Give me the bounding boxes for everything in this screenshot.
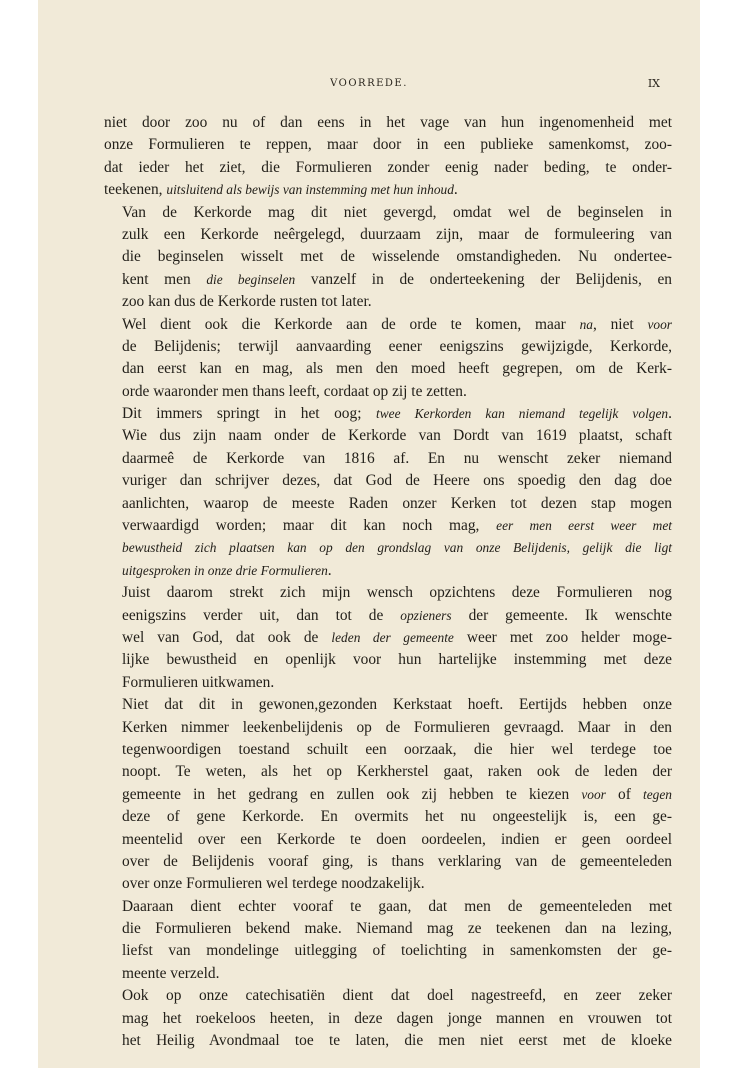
text-line [104,336,672,358]
text-line [104,381,672,403]
text-line [104,470,672,492]
text-run: dan eerst kan en mag, als men den moed heeft gegrepen, om de Kerk- [122,360,672,378]
paragraph [104,582,672,694]
text-run: vuriger dan schrijver dezes, dat God de Heere ons spoedig den dag doe [122,472,672,490]
text-line [104,829,672,851]
text-run: . [453,181,458,199]
text-run: die Formulieren bekend make. Niemand mag ze teekenen dan na lezing, [122,920,672,938]
paragraph [104,694,672,896]
text-line [104,873,672,895]
text-run: Niet dat dit in gewonen,gezonden Kerkstaat hoeft. Eertijds hebben onze [122,696,672,714]
book-page [38,0,700,1068]
text-run: Juist daarom strekt zich mijn wensch opzichtens deze Formulieren nog [122,584,672,602]
text-line [104,672,672,694]
text-run: orde waaronder men thans leeft, cordaat op zij te zetten. [122,382,467,400]
text-run: tegenwoordigen toestand schuilt een oorzaak, die hier wel terdege toe [122,740,672,758]
text-run: vanzelf in de onderteekening der Belijdenis, en [295,270,672,288]
body-text [104,112,672,1052]
text-run: die beginselen wisselt met de wisselende omstandigheden. Nu ondertee- [122,248,672,266]
text-run: dat ieder het ziet, die Formulieren zonder eenig nader beding, te onder- [104,158,672,176]
text-line [104,985,672,1007]
text-line [104,112,672,134]
text-line [104,358,672,380]
text-line [104,627,672,649]
text-run: niet door zoo nu of dan eens in het vage van hun ingenomenheid met [104,114,672,131]
text-run: wel van God, dat ook de [122,628,332,646]
text-line [104,425,672,447]
italic-text: eer men eerst weer met [496,518,672,534]
text-run: Ook op onze catechisatiën dient dat doel nagestreefd, en zeer zeker [122,987,672,1005]
italic-text: die beginselen [206,271,296,287]
text-run: . [668,405,672,423]
text-run: zoo kan dus de Kerkorde rusten tot later. [122,293,372,311]
text-run: teekenen, [104,181,167,199]
text-line [104,717,672,739]
text-line [104,224,672,246]
italic-text: uitsluitend als bewijs van instemming met hun inhoud [166,182,454,198]
text-line [104,291,672,313]
text-line [104,694,672,716]
text-run: daarmeê de Kerkorde van 1816 af. En nu wenscht zeker niemand [122,449,672,467]
text-line [104,493,672,515]
text-line [104,269,672,291]
page-number: IX [647,77,660,90]
text-run: der gemeente. Ik wenschte [451,606,673,624]
text-run: Wie dus zijn naam onder de Kerkorde van Dordt van 1619 plaatst, schaft [122,427,672,445]
text-run: deze of gene Kerkorde. En overmits het nu ongeestelijk is, een ge- [122,808,672,826]
text-run: eenigszins verder uit, dan tot de [122,606,401,624]
text-line [104,560,672,582]
text-line [104,314,672,336]
italic-text: na [579,316,593,332]
text-run: Daaraan dient echter vooraf te gaan, dat men de gemeenteleden met [122,897,672,915]
italic-text: opzieners [400,607,452,623]
text-line [104,179,672,201]
text-line [104,246,672,268]
italic-text: tegen [643,786,672,802]
italic-text: twee Kerkorden kan niemand tegelijk volgen [376,406,669,422]
text-line [104,739,672,761]
paragraph [104,403,672,582]
text-run: onze Formulieren te reppen, maar door in een publieke samenkomst, zoo- [104,136,672,154]
paragraph [104,314,672,404]
text-run: gemeente in het gedrang en zullen ook zij hebben te kiezen [122,785,582,803]
paragraph [104,985,672,1052]
text-run: de Belijdenis; terwijl aanvaarding eener eenigszins gewijzigde, Kerkorde, [122,337,672,355]
text-run: of [605,785,643,803]
text-run: lijke bewustheid en openlijk voor hun hartelijke instemming met deze [122,651,672,669]
text-run: Formulieren uitkwamen. [122,673,275,691]
text-line [104,157,672,179]
text-run: het Heilig Avondmaal toe te laten, die men niet eerst met de kloeke [122,1032,672,1050]
text-run: meente verzeld. [122,964,220,982]
running-title: VOORREDE. [330,78,408,89]
text-run: verwaardigd worden; maar dit kan noch mag, [122,517,497,535]
text-run: Wel dient ook die Kerkorde aan de orde te komen, maar [122,315,580,333]
italic-text: voor [647,316,672,332]
text-run: Van de Kerkorde mag dit niet gevergd, omdat wel de beginselen in [122,203,672,221]
italic-text: voor [581,786,606,802]
text-line [104,582,672,604]
text-run: mag het roekeloos heeten, in deze dagen jonge mannen en vrouwen tot [122,1009,672,1027]
text-line [104,918,672,940]
paragraph [104,202,672,314]
text-line [104,403,672,425]
text-run: zulk een Kerkorde neêrgelegd, duurzaam zijn, maar de formuleering van [122,225,672,243]
text-line [104,605,672,627]
text-line [104,1008,672,1030]
text-line [104,448,672,470]
text-line [104,1030,672,1052]
text-line [104,784,672,806]
text-line [104,940,672,962]
text-line [104,134,672,156]
text-line [104,649,672,671]
text-run: noopt. Te weten, als het op Kerkherstel gaat, raken ook de leden der [122,763,672,781]
text-run: , niet [592,315,648,333]
text-run: liefst van mondelinge uitlegging of toelichting in samenkomsten der ge- [122,942,672,960]
paragraph [104,112,672,202]
italic-text: uitgesproken in onze drie Formulieren [122,562,328,578]
italic-text: bewustheid zich plaatsen kan op den grondslag van onze Belijdenis, gelijk die ligt [122,540,672,556]
text-run: . [327,561,332,579]
text-line [104,963,672,985]
text-run: meentelid over een Kerkorde te doen oordeelen, indien er geen oordeel [122,830,672,848]
text-line [104,896,672,918]
text-line [104,761,672,783]
text-run: weer met zoo helder moge- [453,628,672,646]
text-line [104,202,672,224]
text-run: over onze Formulieren wel terdege noodzakelijk. [122,875,425,893]
text-run: aanlichten, waarop de meeste Raden onzer Kerken tot dezen stap mogen [122,494,672,512]
text-run: Dit immers springt in het oog; [122,405,377,423]
text-line [104,851,672,873]
text-line [104,515,672,537]
text-line [104,537,672,559]
italic-text: leden der gemeente [331,629,454,645]
text-line [104,806,672,828]
text-run: over de Belijdenis vooraf ging, is thans verklaring van de gemeenteleden [122,852,672,870]
text-run: Kerken nimmer leekenbelijdenis op de Formulieren gevraagd. Maar in den [122,718,672,736]
text-run: kent men [122,270,207,288]
paragraph [104,896,672,986]
